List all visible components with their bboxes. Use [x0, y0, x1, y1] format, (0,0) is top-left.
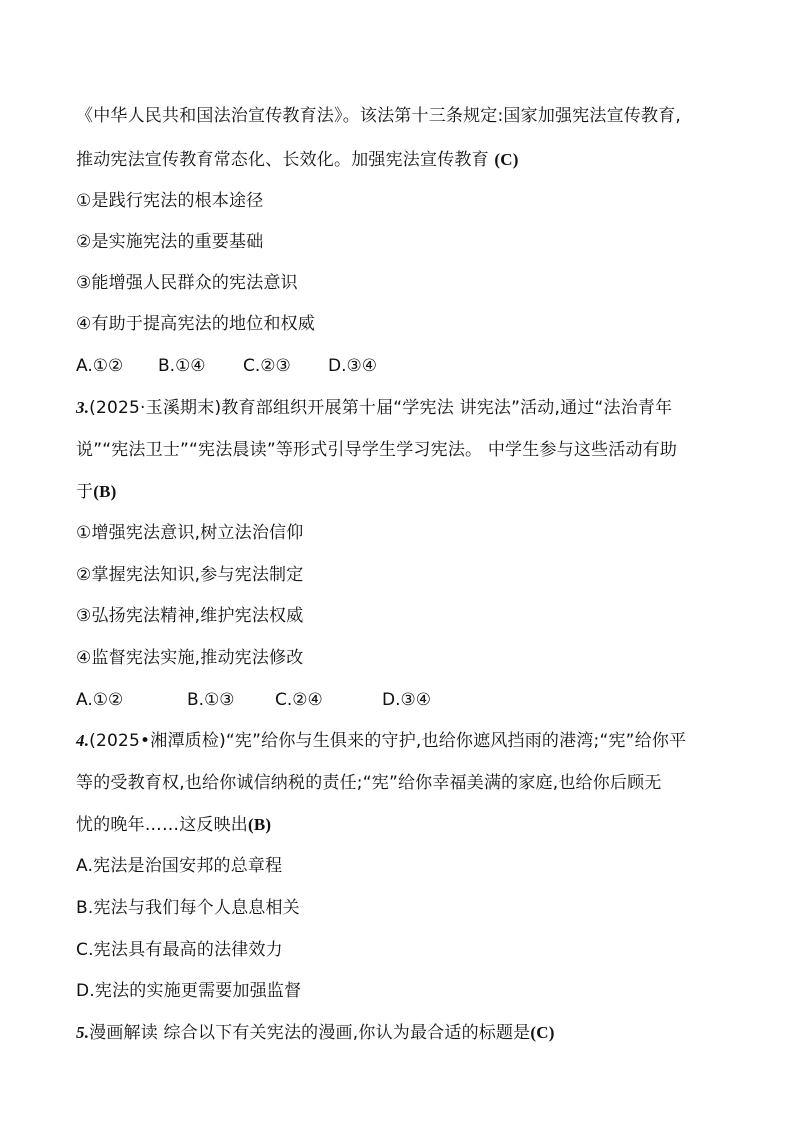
q3-stem-text-2: 说”“宪法卫士”“宪法晨读”等形式引导学生学习宪法。 中学生参与这些活动有助 [76, 440, 678, 460]
q4-stem-line-3 [76, 813, 736, 837]
q2-option-b: B.①④ [158, 356, 206, 376]
q3-stem-line-3 [76, 480, 736, 504]
q3-item-4: ④监督宪法实施,推动宪法修改 [76, 648, 304, 668]
q4-stem-line-2 [76, 771, 736, 795]
q4-answer: (B) [248, 815, 272, 834]
q2-stem-line-1 [76, 104, 736, 128]
q3-item-3: ③弘扬宪法精神,维护宪法权威 [76, 606, 304, 626]
q5-number: 5. [76, 1023, 90, 1042]
q4-stem-text-3: 忧的晚年……这反映出 [76, 815, 248, 835]
q4-option-b: B.宪法与我们每个人息息相关 [76, 898, 300, 918]
q2-stem-line-2 [76, 148, 736, 172]
q3-number: 3. [76, 398, 90, 417]
q4-number: 4. [76, 731, 90, 750]
q3-stem-text-1: (2025·玉溪期末)教育部组织开展第十届“学宪法 讲宪法”活动,通过“法治青年 [89, 398, 673, 418]
q4-option-c: C.宪法具有最高的法律效力 [76, 940, 283, 960]
q2-item-1: ①是践行宪法的根本途径 [76, 191, 264, 211]
q3-option-b: B.①③ [187, 690, 235, 710]
q2-option-a: A.①② [76, 356, 124, 376]
q2-item-3: ③能增强人民群众的宪法意识 [76, 273, 298, 293]
q4-stem-text-1: (2025•湘潭质检)“宪”给你与生俱来的守护,也给你遮风挡雨的港湾;“宪”给你平 [89, 731, 687, 751]
q3-option-c: C.②④ [275, 690, 323, 710]
q5-answer: (C) [530, 1023, 555, 1042]
q2-item-4: ④有助于提高宪法的地位和权威 [76, 314, 316, 334]
q3-option-d: D.③④ [382, 690, 431, 710]
q3-stem-text-3: 于 [76, 482, 94, 502]
q3-answer: (B) [93, 482, 117, 501]
q2-option-d: D.③④ [328, 356, 377, 376]
q4-option-d: D.宪法的实施更需要加强监督 [76, 981, 302, 1001]
q2-item-2: ②是实施宪法的重要基础 [76, 232, 264, 252]
q2-stem-text-1: 《中华人民共和国法治宣传教育法》。该法第十三条规定:国家加强宪法宣传教育, [76, 106, 682, 126]
q2-stem-text-2: 推动宪法宣传教育常态化、长效化。加强宪法宣传教育 [76, 150, 495, 170]
q4-option-a: A.宪法是治国安邦的总章程 [76, 856, 283, 876]
q3-item-1: ①增强宪法意识,树立法治信仰 [76, 523, 304, 543]
q2-answer: (C) [494, 150, 519, 169]
q4-stem-line-1 [76, 729, 736, 753]
q5-stem-text-1: 漫画解读 综合以下有关宪法的漫画,你认为最合适的标题是 [89, 1023, 531, 1043]
q3-item-2: ②掌握宪法知识,参与宪法制定 [76, 565, 304, 585]
q3-stem-line-1 [76, 396, 736, 420]
q5-stem-line-1 [76, 1021, 736, 1045]
q3-stem-line-2 [76, 438, 736, 462]
q3-option-a: A.①② [76, 690, 124, 710]
q4-stem-text-2: 等的受教育权,也给你诚信纳税的责任;“宪”给你幸福美满的家庭,也给你后顾无 [76, 773, 662, 793]
q2-option-c: C.②③ [243, 356, 291, 376]
